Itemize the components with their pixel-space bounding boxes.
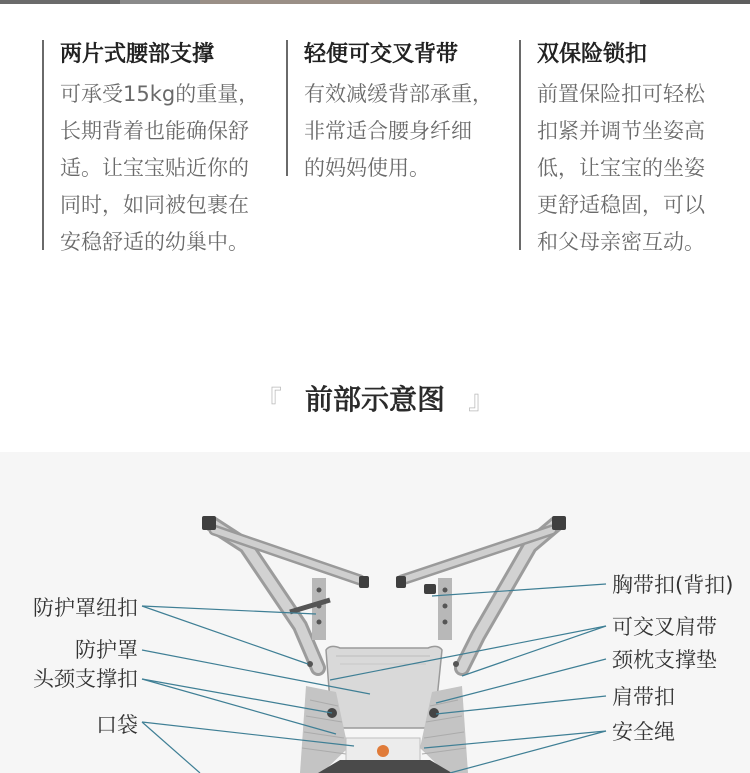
feature-line: 同时，如同被包裹在	[60, 193, 249, 217]
open-bracket: 『	[255, 385, 282, 416]
feature-title: 双保险锁扣	[537, 42, 648, 67]
label-pocket: 口袋	[96, 713, 138, 737]
left-shoulder-strap	[212, 524, 360, 668]
label-shoulder-buckle: 肩带扣	[612, 685, 675, 709]
right-shoulder-strap	[402, 524, 556, 668]
close-bracket: 』	[468, 385, 495, 416]
label-head-support-buckle: 头颈支撑扣	[33, 667, 138, 691]
label-safety-rope: 安全绳	[612, 720, 675, 744]
feature-line: 有效减缓背部承重，	[304, 82, 493, 106]
label-neck-pillow: 颈枕支撑垫	[612, 648, 717, 672]
feature-line: 扣紧并调节坐姿高	[537, 119, 705, 143]
carrier-body-panel	[326, 646, 442, 728]
feature-line: 的妈妈使用。	[304, 156, 430, 180]
shoulder-buckle	[429, 708, 439, 718]
feature-line: 非常适合腰身纤细	[304, 119, 472, 143]
label-cross-straps: 可交叉肩带	[612, 615, 717, 639]
right-inner-strap	[424, 578, 452, 640]
feature-line: 低，让宝宝的坐姿	[537, 156, 705, 180]
label-hood-button: 防护罩纽扣	[33, 596, 138, 620]
feature-line: 更舒适稳固，可以	[537, 193, 705, 217]
strap-end-buckle	[552, 516, 566, 530]
feature-line: 长期背着也能确保舒	[60, 119, 249, 143]
hood-button	[453, 661, 459, 667]
feature-title: 两片式腰部支撑	[60, 42, 215, 67]
feature-line: 可承受15kg的重量，	[60, 82, 260, 106]
section-title-text: 前部示意图	[304, 383, 445, 416]
feature-title: 轻便可交叉背带	[304, 42, 459, 67]
strap-end-buckle	[359, 576, 369, 588]
label-chest-buckle: 胸带扣(背扣)	[612, 573, 734, 597]
label-hood: 防护罩	[75, 638, 138, 662]
chest-buckle-icon	[424, 584, 436, 594]
feature-line: 安稳舒适的幼巢中。	[60, 230, 249, 254]
feature-line: 适。让宝宝贴近你的	[60, 156, 249, 180]
feature-line: 前置保险扣可轻松	[537, 82, 705, 106]
strap-end-buckle	[396, 576, 406, 588]
brand-logo-icon	[377, 745, 389, 757]
feature-line: 和父母亲密互动。	[537, 230, 705, 254]
strap-end-buckle	[202, 516, 216, 530]
